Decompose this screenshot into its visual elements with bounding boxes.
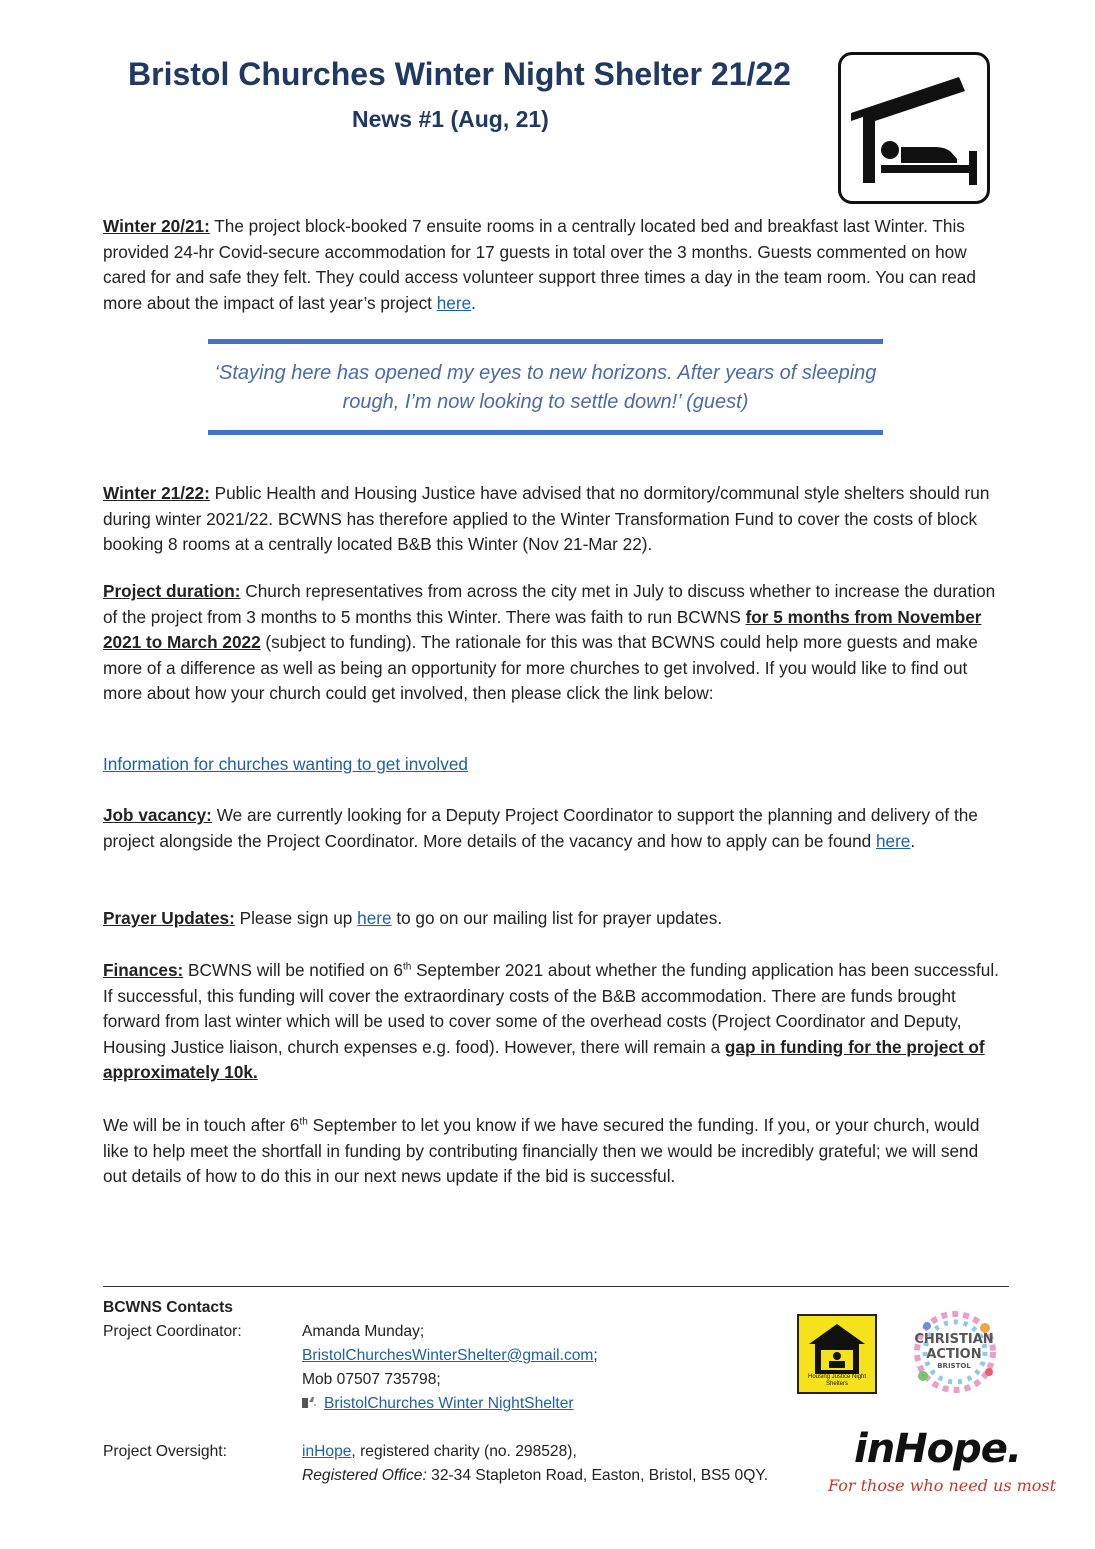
section-project-duration: Project duration: Church representatives from across the city met in July to discuss whether to increase the duration of the project from 3 months to 5 months this Winter. There was faith to run BCWNS for 5 months from November 2021 to March 2022 (subject to funding). The rationale for this was that BCWNS could help more guests and make more of a difference as well as being an opportunity for more churches to get involved. If you would like to find out more about how your church could get involved, then please click the link below: (103, 581, 996, 704)
oversight-label: Project Oversight: (103, 1443, 227, 1460)
coordinator-email-row: BristolChurchesWinterShelter@gmail.com; (302, 1347, 598, 1364)
section-label: Winter 20/21: (103, 216, 210, 236)
section-label: Prayer Updates: (103, 908, 235, 928)
section-label: Job vacancy: (103, 805, 212, 825)
section-finances: Finances: BCWNS will be notified on 6th September 2021 about whether the funding application has been successful. If successful, this funding will cover the extraordinary costs of the B&B accommodation. There are funds brought forward from last winter which will be used to cover some of the overhead costs (Project Coordinator and Deputy, Housing Justice liaison, church expenses e.g. food). However, there will remain a gap in funding for the project of approximately 10k. (103, 960, 999, 1083)
shelter-bed-icon (838, 52, 990, 204)
coordinator-mobile: Mob 07507 735798; (302, 1371, 441, 1388)
contacts-heading: BCWNS Contacts (103, 1299, 233, 1316)
inhope-logo: inHope. For those who need us most (828, 1426, 1057, 1495)
footer-divider (103, 1286, 1009, 1287)
section-label: Finances: (103, 960, 184, 980)
job-details-link[interactable]: here (875, 830, 911, 851)
facebook-row (302, 1392, 574, 1416)
facebook-icon (302, 1394, 318, 1408)
guest-quote: ‘Staying here has opened my eyes to new horizons. After years of sleeping rough, I’m now looking to settle down!’ (guest) (214, 362, 877, 413)
quote-rule-bottom (208, 430, 883, 435)
page-subtitle: News #1 (Aug, 21) (352, 106, 549, 132)
section-closing: We will be in touch after 6th September to let you know if we have secured the funding. If you, or your church, would like to help meet the shortfall in funding by contributing financially then we would be incredibly grateful; we will send out details of how to do this in our next news update if the bid is successful. (103, 1115, 980, 1187)
inhope-link[interactable]: inHope (302, 1443, 352, 1460)
oversight-row: inHope, registered charity (no. 298528), (302, 1443, 577, 1460)
coordinator-email-link[interactable]: BristolChurchesWinterShelter@gmail.com (302, 1347, 594, 1364)
churches-info-link[interactable]: Information for churches wanting to get involved (103, 754, 468, 774)
section-winter-2122: Winter 21/22: Public Health and Housing Justice have advised that no dormitory/communal style shelters should run during winter 2021/22. BCWNS has therefore applied to the Winter Transformation Fund to cover the costs of block booking 8 rooms at a centrally located B&B this Winter (Nov 21-Mar 22). (103, 483, 990, 555)
coordinator-label: Project Coordinator: (103, 1323, 242, 1340)
duration-emphasis: for 5 months from November 2021 to March 2022 (103, 606, 982, 653)
page-title: Bristol Churches Winter Night Shelter 21/22 (128, 56, 791, 92)
prayer-signup-link[interactable]: here (357, 908, 392, 928)
coordinator-name: Amanda Munday; (302, 1323, 425, 1340)
info-link-row (103, 752, 1003, 778)
section-prayer-updates: Prayer Updates: Please sign up here to go on our mailing list for prayer updates. (103, 908, 723, 928)
facebook-page-link[interactable]: BristolChurches Winter NightShelter (324, 1395, 574, 1412)
section-label: Winter 21/22: (103, 483, 210, 503)
section-winter-2021: Winter 20/21: The project block-booked 7 ensuite rooms in a centrally located bed and breakfast last Winter. This provided 24-hr Covid-secure accommodation for 17 guests in total over the 3 months. Guests commented on how cared for and safe they felt. They could access volunteer support three times a day in the team room. You can read more about the impact of last year’s project here. (103, 216, 976, 313)
quote-rule-top (208, 339, 883, 344)
impact-report-link[interactable]: here (436, 292, 472, 313)
funding-gap-emphasis: gap in funding for the project of approximately 10k. (103, 1036, 985, 1083)
housing-justice-accredited-logo: Housing Justice Night Shelters (797, 1314, 877, 1394)
section-label: Project duration: (103, 581, 241, 601)
christian-action-logo: CHRISTIAN ACTION BRISTOL (893, 1306, 1011, 1398)
section-job-vacancy: Job vacancy: We are currently looking for a Deputy Project Coordinator to support the planning and delivery of the project alongside the Project Coordinator. More details of the vacancy and how to apply can be found here. (103, 805, 978, 851)
registered-office: Registered Office: 32-34 Stapleton Road, Easton, Bristol, BS5 0QY. (302, 1467, 769, 1484)
